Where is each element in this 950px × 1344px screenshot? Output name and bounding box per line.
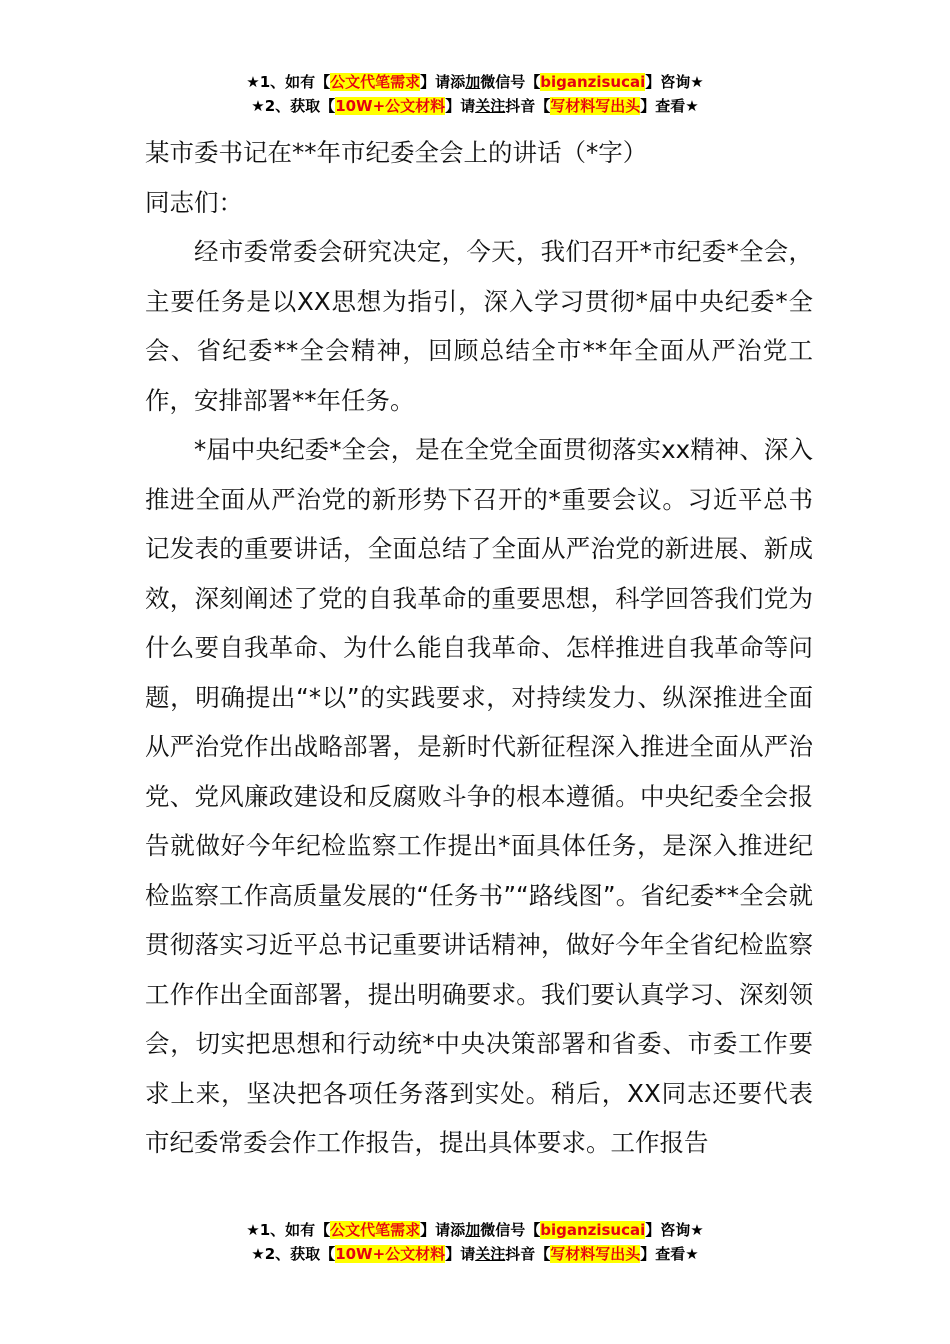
banner-line-1: ★1、如有【公文代笔需求】请添加微信号【biganzisucai】咨询★ xyxy=(246,1221,704,1239)
highlight-douyin: 写材料写出头 xyxy=(550,1245,641,1263)
paragraph-1: 经市委常委会研究决定，今天，我们召开*市纪委*全会，主要任务是以XX思想为指引，深入学习贯彻*届中央纪委*全会、省纪委**全会精神，回顾总结全市**年全面从严治党工作，安排部署**年任务。 xyxy=(145,237,813,415)
highlight-wechat-id: biganzisucai xyxy=(540,73,646,91)
salutation: 同志们： xyxy=(145,187,243,217)
header-banner xyxy=(0,70,950,118)
highlight-service: 公文代笔需求 xyxy=(330,73,421,91)
highlight-materials: 10W+公文材料 xyxy=(335,97,446,115)
banner-line-2: ★2、获取【10W+公文材料】请关注抖音【写材料写出头】查看★ xyxy=(251,1245,699,1263)
footer-banner xyxy=(0,1218,950,1266)
document-body xyxy=(145,128,813,1168)
document-title: 某市委书记在**年市纪委全会上的讲话（*字） xyxy=(145,138,648,167)
highlight-materials: 10W+公文材料 xyxy=(335,1245,446,1263)
highlight-wechat-id: biganzisucai xyxy=(540,1221,646,1239)
highlight-douyin: 写材料写出头 xyxy=(550,97,641,115)
banner-line-1: ★1、如有【公文代笔需求】请添加微信号【biganzisucai】咨询★ xyxy=(246,73,704,91)
paragraph-2: *届中央纪委*全会，是在全党全面贯彻落实xx精神、深入推进全面从严治党的新形势下召开的*重要会议。习近平总书记发表的重要讲话，全面总结了全面从严治党的新进展、新成效，深刻阐述了党的自我革命的重要思想，科学回答我们党为什么要自我革命、为什么能自我革命、怎样推进自我革命等问题，明确提出“*以”的实践要求，对持续发力、纵深推进全面从严治党作出战略部署，是新时代新征程深入推进全面从严治党、党风廉政建设和反腐败斗争的根本遵循。中央纪委全会报告就做好今年纪检监察工作提出*面具体任务，是深入推进纪检监察工作高质量发展的“任务书”“路线图”。省纪委**全会就贯彻落实习近平总书记重要讲话精神，做好今年全省纪检监察工作作出全面部署，提出明确要求。我们要认真学习、深刻领会，切实把思想和行动统*中央决策部署和省委、市委工作要求上来，坚决把各项任务落到实处。稍后，XX同志还要代表市纪委常委会作工作报告，提出具体要求。工作报告 xyxy=(145,435,813,1157)
highlight-service: 公文代笔需求 xyxy=(330,1221,421,1239)
banner-line-2: ★2、获取【10W+公文材料】请关注抖音【写材料写出头】查看★ xyxy=(251,97,699,115)
